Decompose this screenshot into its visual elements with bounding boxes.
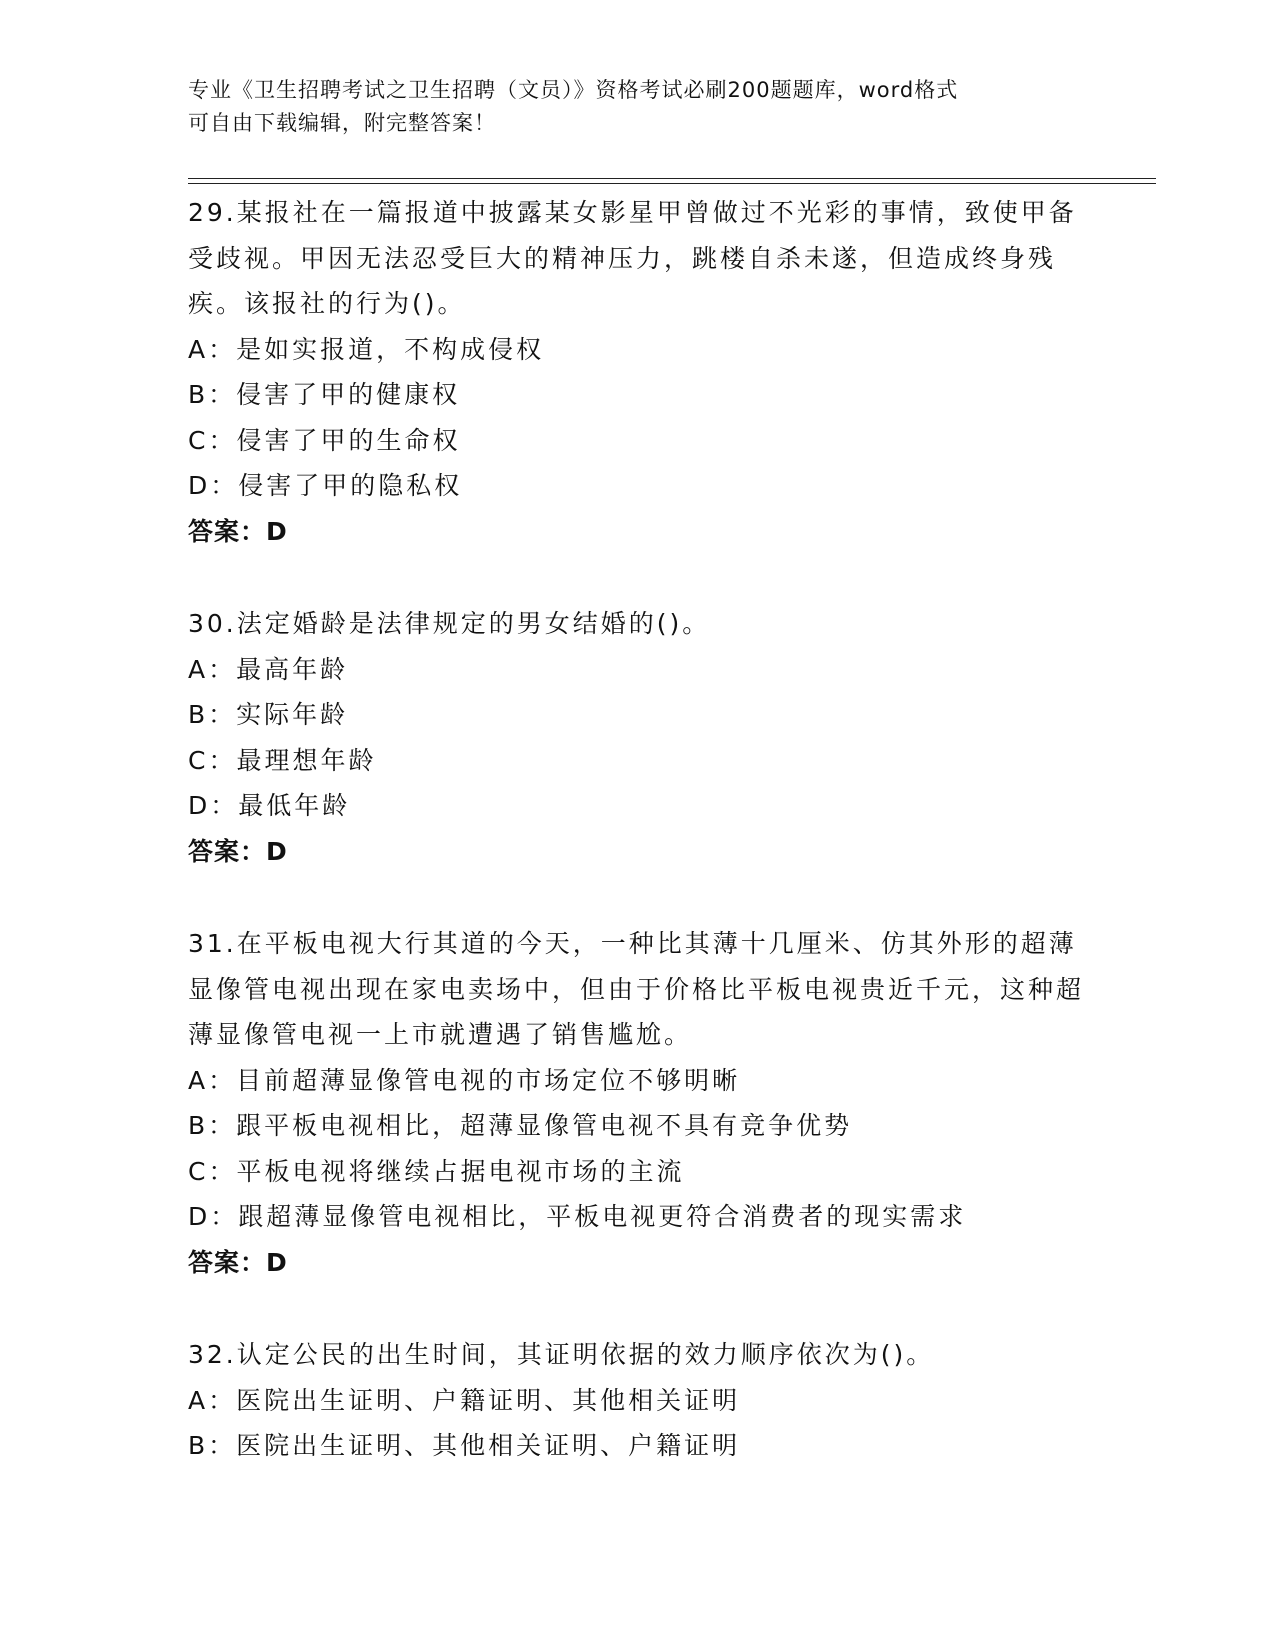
question-stem: 认定公民的出生时间，其证明依据的效力顺序依次为()。 [236, 1340, 935, 1369]
option-c: C：平板电视将继续占据电视市场的主流 [188, 1156, 685, 1186]
question-number: 29. [188, 198, 237, 227]
option-a: A：医院出生证明、户籍证明、其他相关证明 [188, 1385, 741, 1415]
question-stem: 法定婚龄是法律规定的男女结婚的()。 [236, 609, 711, 638]
option-d: D：最低年龄 [188, 791, 351, 820]
option-c: C：最理想年龄 [188, 745, 377, 775]
option-b: B：跟平板电视相比，超薄显像管电视不具有竞争优势 [188, 1111, 853, 1140]
option-b: B：医院出生证明、其他相关证明、户籍证明 [188, 1431, 741, 1460]
header-line-1: 专业《卫生招聘考试之卫生招聘（文员）》资格考试必刷200题题库，word格式 [188, 78, 959, 102]
question-29 [188, 190, 1088, 554]
question-30 [188, 601, 1088, 874]
option-d: D：跟超薄显像管电视相比，平板电视更符合消费者的现实需求 [188, 1202, 967, 1231]
question-text [188, 921, 1088, 1058]
option-d: D：侵害了甲的隐私权 [188, 471, 463, 500]
header-divider-top [188, 178, 1156, 179]
option-a: A：是如实报道，不构成侵权 [188, 334, 545, 364]
question-stem: 某报社在一篇报道中披露某女影星甲曾做过不光彩的事情，致使甲备受歧视。甲因无法忍受巨大的精神压力，跳楼自杀未遂，但造成终身残疾。该报社的行为()。 [188, 198, 1077, 318]
question-number: 31. [188, 929, 237, 958]
question-number: 32. [188, 1340, 237, 1369]
option-a: A：最高年龄 [188, 654, 349, 684]
option-b: B：实际年龄 [188, 700, 349, 729]
question-text [188, 601, 1088, 647]
question-text [188, 190, 1088, 327]
option-b: B：侵害了甲的健康权 [188, 380, 461, 409]
question-31 [188, 921, 1088, 1285]
answer: 答案：D [188, 516, 288, 546]
question-text [188, 1332, 1088, 1378]
header-divider-bottom [188, 183, 1156, 184]
answer: 答案：D [188, 836, 288, 866]
question-32 [188, 1332, 1088, 1469]
question-stem: 在平板电视大行其道的今天，一种比其薄十几厘米、仿其外形的超薄显像管电视出现在家电卖场中，但由于价格比平板电视贵近千元，这种超薄显像管电视一上市就遭遇了销售尴尬。 [188, 929, 1085, 1049]
option-c: C：侵害了甲的生命权 [188, 425, 461, 455]
document-header [188, 74, 1068, 140]
option-a: A：目前超薄显像管电视的市场定位不够明晰 [188, 1065, 741, 1095]
question-list [188, 190, 1088, 1516]
header-line-2: 可自由下载编辑，附完整答案！ [188, 111, 496, 135]
question-number: 30. [188, 609, 237, 638]
answer: 答案：D [188, 1247, 288, 1277]
